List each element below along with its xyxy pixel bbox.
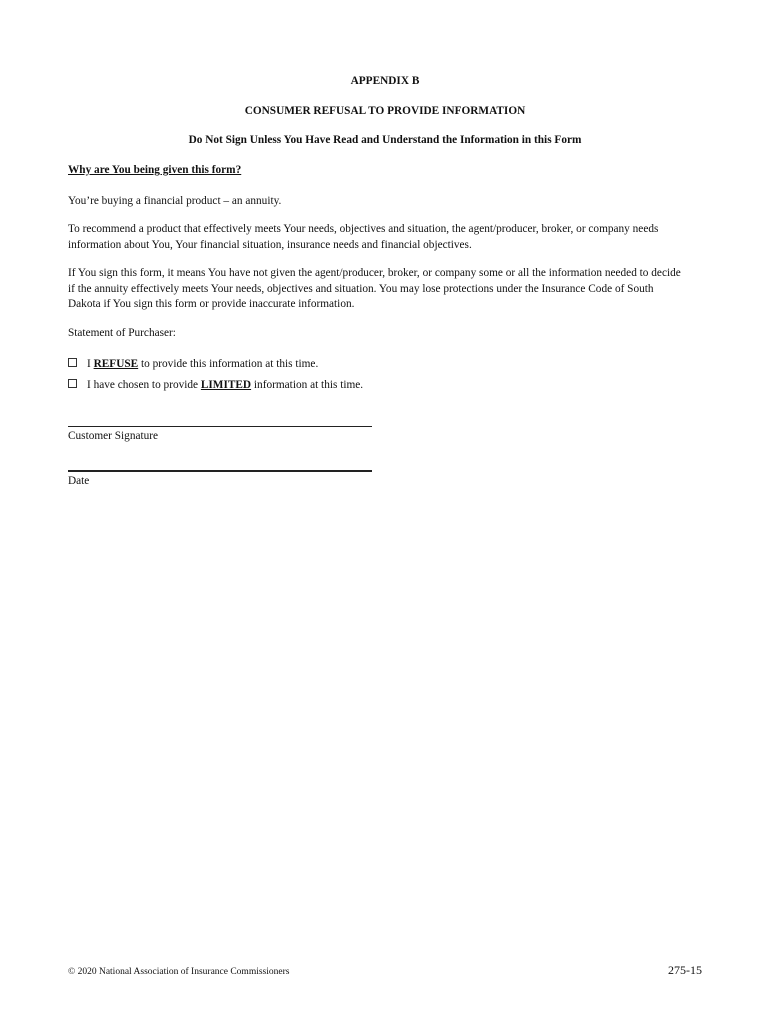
limited-prefix: I have chosen to provide: [87, 379, 201, 391]
form-title: CONSUMER REFUSAL TO PROVIDE INFORMATION: [244, 105, 526, 117]
warning-text: Do Not Sign Unless You Have Read and Understand the Information in this Form: [188, 134, 582, 146]
paragraph-annuity: You’re buying a financial product – an annuity.: [68, 195, 282, 207]
refuse-prefix: I: [87, 358, 94, 370]
refuse-suffix: to provide this information at this time.: [138, 358, 319, 370]
page-number: 275-15: [668, 963, 702, 977]
limited-suffix: information at this time.: [251, 379, 364, 391]
limited-emphasis: LIMITED: [200, 379, 252, 391]
date-label: Date: [68, 475, 90, 487]
limited-checkbox[interactable]: [68, 379, 77, 388]
refuse-checkbox[interactable]: [68, 358, 77, 367]
customer-signature-label: Customer Signature: [68, 430, 159, 442]
appendix-label: APPENDIX B: [350, 75, 420, 87]
paragraph-consequences: If You sign this form, it means You have not given the agent/producer, broker, or company some or all the information needed to decide if the annuity effectively meets Your needs, objectives and situation. You may lose protections under the Insurance Code of South Dakota if You sign this form or provide inaccurate information.: [68, 267, 681, 310]
footer-copyright: © 2020 National Association of Insurance Commissioners: [68, 967, 290, 977]
section-heading: Why are You being given this form?: [68, 164, 242, 176]
paragraph-recommendation: To recommend a product that effectively meets Your needs, objectives and situation, the agent/producer, broker, or company needs information about You, Your financial situation, insurance needs and financial objectives.: [68, 223, 659, 251]
date-line[interactable]: [68, 470, 372, 472]
customer-signature-line[interactable]: [68, 426, 372, 427]
statement-label: Statement of Purchaser:: [68, 327, 176, 339]
option-limited[interactable]: [68, 378, 688, 394]
option-refuse[interactable]: [68, 357, 688, 373]
refuse-emphasis: REFUSE: [93, 358, 139, 370]
